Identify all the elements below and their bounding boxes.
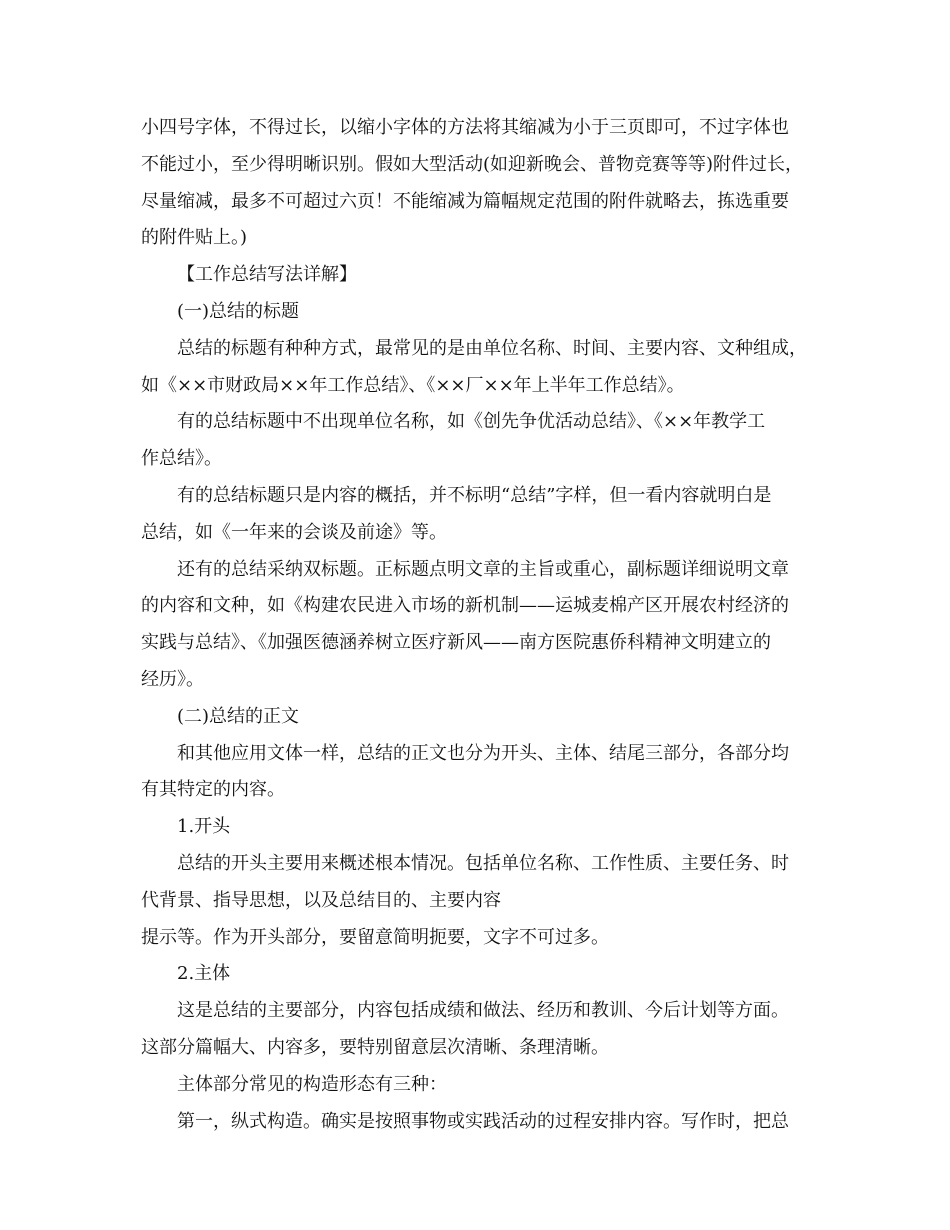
text-line: 2.主体 [177, 963, 231, 985]
text-line: 提示等。作为开头部分，要留意简明扼要，文字不可过多。 [141, 926, 609, 948]
text-line: 有其特定的内容。 [141, 779, 285, 801]
paragraph [141, 257, 821, 294]
paragraph [141, 736, 821, 810]
text-line: 这是总结的主要部分，内容包括成绩和做法、经历和教训、今后计划等方面。 [177, 1000, 789, 1022]
paragraph [141, 846, 821, 920]
text-line: 总结的标题有种种方式，最常见的是由单位名称、时间、主要内容、文种组成， [177, 337, 807, 359]
text-line: (二)总结的正文 [177, 705, 300, 727]
text-line: 经历》。 [141, 668, 204, 690]
text-line: 总结，如《一年来的会谈及前途》等。 [141, 521, 447, 543]
paragraph [141, 993, 821, 1067]
text-line: 第一，纵式构造。确实是按照事物或实践活动的过程安排内容。写作时，把总 [177, 1110, 789, 1132]
text-line: 主体部分常见的构造形态有三种： [177, 1073, 447, 1095]
text-line: 小四号字体，不得过长，以缩小字体的方法将其缩减为小于三页即可，不过字体也 [141, 117, 789, 138]
paragraph [141, 1067, 821, 1104]
paragraph [141, 920, 821, 957]
paragraph [141, 956, 821, 993]
text-line: 尽量缩减，最多不可超过六页！不能缩减为篇幅规定范围的附件就略去，拣选重要 [141, 190, 789, 212]
paragraph [141, 331, 821, 405]
text-line: 和其他应用文体一样，总结的正文也分为开头、主体、结尾三部分，各部分均 [177, 742, 789, 764]
text-line: 的附件贴上。) [141, 227, 248, 249]
text-line: 的内容和文种，如《构建农民进入市场的新机制——运城麦棉产区开展农村经济的 [141, 595, 789, 617]
text-line: 代背景、指导思想，以及总结目的、主要内容 [141, 889, 501, 911]
paragraph [141, 699, 821, 736]
text-line: 1.开头 [177, 816, 231, 838]
text-line: 还有的总结采纳双标题。正标题点明文章的主旨或重心，副标题详细说明文章 [177, 558, 789, 580]
text-line: 总结的开头主要用来概述根本情况。包括单位名称、工作性质、主要任务、时 [177, 852, 789, 874]
paragraph [141, 110, 821, 257]
text-line: 有的总结标题只是内容的概括，并不标明“总结”字样，但一看内容就明白是 [177, 484, 772, 506]
paragraph [141, 1104, 821, 1141]
document-body [141, 110, 821, 1140]
paragraph [141, 404, 821, 478]
text-line: (一)总结的标题 [177, 300, 300, 322]
paragraph [141, 809, 821, 846]
text-line: 有的总结标题中不出现单位名称，如《创先争优活动总结》、《××年教学工 [177, 411, 766, 433]
paragraph [141, 552, 821, 699]
text-line: 不能过小，至少得明晰识别。假如大型活动(如迎新晚会、普物竞赛等等)附件过长， [141, 153, 804, 175]
text-line: 这部分篇幅大、内容多，要特别留意层次清晰、条理清晰。 [141, 1036, 609, 1058]
paragraph [141, 294, 821, 331]
text-line: 作总结》。 [141, 448, 222, 470]
text-line: 【工作总结写法详解】 [177, 264, 357, 286]
text-line: 实践与总结》、《加强医德涵养树立医疗新风——南方医院惠侨科精神文明建立的 [141, 632, 771, 654]
text-line: 如《××市财政局××年工作总结》、《××厂××年上半年工作总结》。 [141, 374, 685, 396]
paragraph [141, 478, 821, 552]
